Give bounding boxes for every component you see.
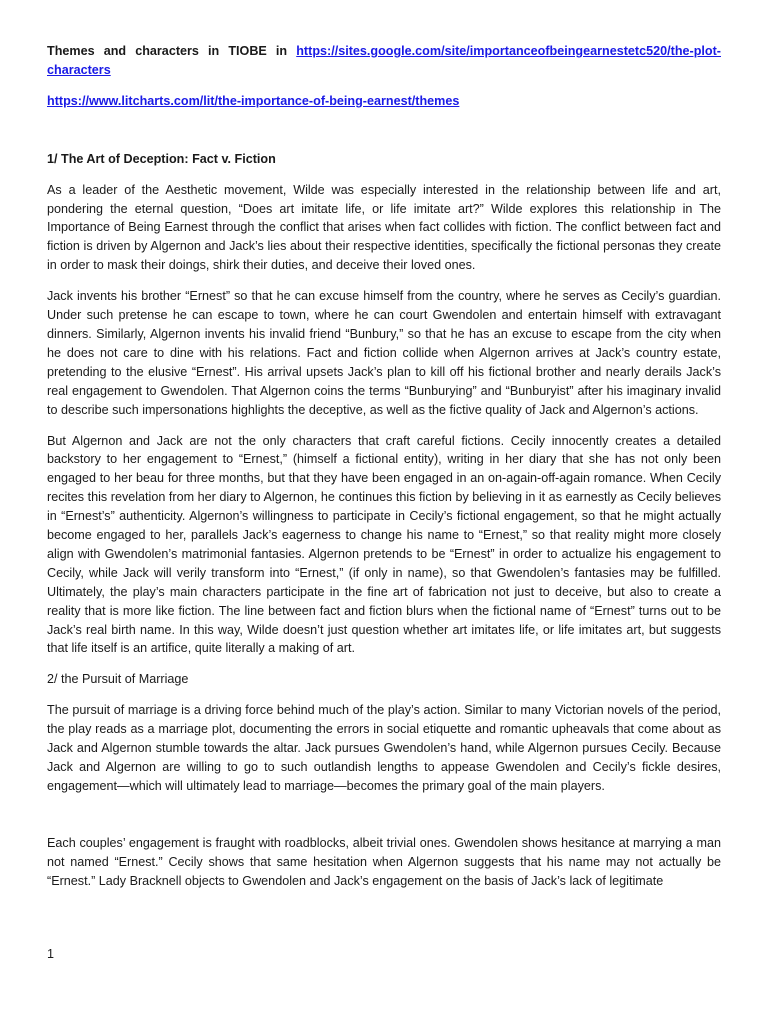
section-2-heading: 2/ the Pursuit of Marriage xyxy=(47,672,189,687)
document-page xyxy=(47,42,721,891)
litcharts-line xyxy=(47,92,721,111)
page-number: 1 xyxy=(47,947,55,961)
paragraph: But Algernon and Jack are not the only characters that craft careful fictions. Cecily innocently creates a detailed backstory to her engagement to “Ernest,” (himself a fictional entity), writing in her diary that she has not only been engaged to her beau for three months, but that they have been engaged in an on-again-off-again romance. When Cecily recites this revelation from her diary to Algernon, he continues this fiction by believing in it as earnestly as Cecily believes in “Ernest’s” authenticity. Algernon’s willingness to participate in Cecily’s fictional engagement, so that he might actually become engaged to her, parallels Jack’s eagerness to change his name to “Ernest,” so that reality might more closely align with Gwendolen’s matrimonial fantasies. Algernon pretends to be “Ernest” in order to actualize his engagement to Cecily, while Jack will verily transform into “Ernest,” (if only in name), so that Gwendolen’s fantasies may be fulfilled. Ultimately, the play’s main characters participate in the fine art of fabrication not just to deceive, but also to create a reality that is more like fiction. The line between fact and fiction blurs when the fictional name of “Ernest” turns out to be Jack’s real birth name. In this way, Wilde doesn’t just question whether art imitates life, or life imitates art, but suggests that life itself is an artifice, quite literally a making of art. xyxy=(47,433,721,656)
source-line xyxy=(47,42,721,80)
section-1-heading: 1/ The Art of Deception: Fact v. Fiction xyxy=(47,151,276,166)
google-sites-link[interactable]: https://sites.google.com/site/importanceofbeingearnestetc520/the-plot-characters xyxy=(47,44,721,77)
litcharts-link[interactable]: https://www.litcharts.com/lit/the-importance-of-being-earnest/themes xyxy=(47,93,460,108)
paragraph: The pursuit of marriage is a driving force behind much of the play’s action. Similar to many Victorian novels of the period, the play reads as a marriage plot, documenting the errors in social etiquette and romantic upheavals that come about as Jack and Algernon stumble towards the altar. Jack pursues Gwendolen’s hand, while Algernon pursues Cecily. Because Jack and Algernon are willing to go to such outlandish lengths to appease Gwendolen and Cecily’s fickle desires, engagement—which will ultimately lead to marriage—becomes the primary goal of the main players. xyxy=(47,703,721,793)
source-prefix: Themes and characters in TIOBE in xyxy=(47,44,297,58)
paragraph: Jack invents his brother “Ernest” so that he can excuse himself from the country, where he serves as Cecily’s guardian. Under such pretense he can escape to town, where he can court Gwendolen and entertain himself with extravagant dinners. Similarly, Algernon invents his invalid friend “Bunbury,” so that he has an excuse to escape from the city when he does not care to dine with his relations. Fact and fiction collide when Algernon arrives at Jack’s country estate, pretending to the elusive “Ernest”. His arrival upsets Jack’s plan to kill off his fictional brother and nearly derails Jack’s real engagement to Gwendolen. That Algernon coins the terms “Bunburying” and “Bunburyist” after his imaginary invalid to describe such impersonations highlights the deceptive, as well as the fictive quality of Jack and Algernon’s actions. xyxy=(47,289,721,417)
paragraph: As a leader of the Aesthetic movement, Wilde was especially interested in the relationship between life and art, pondering the eternal question, “Does art imitate life, or life imitate art?” Wilde explores this relationship in The Importance of Being Earnest through the conflict that arises when fact collides with fiction. The conflict between fact and fiction is driven by Algernon and Jack’s lies about their respective identities, specifically the fictional personas they create in order to mask their doings, shirk their duties, and deceive their loved ones. xyxy=(47,182,721,273)
paragraph: Each couples’ engagement is fraught with roadblocks, albeit trivial ones. Gwendolen shows hesitance at marrying a man not named “Ernest.” Cecily shows that same hesitation when Algernon suggests that his name may not actually be “Ernest.” Lady Bracknell objects to Gwendolen and Jack’s engagement on the basis of Jack’s lack of legitimate xyxy=(47,835,721,888)
